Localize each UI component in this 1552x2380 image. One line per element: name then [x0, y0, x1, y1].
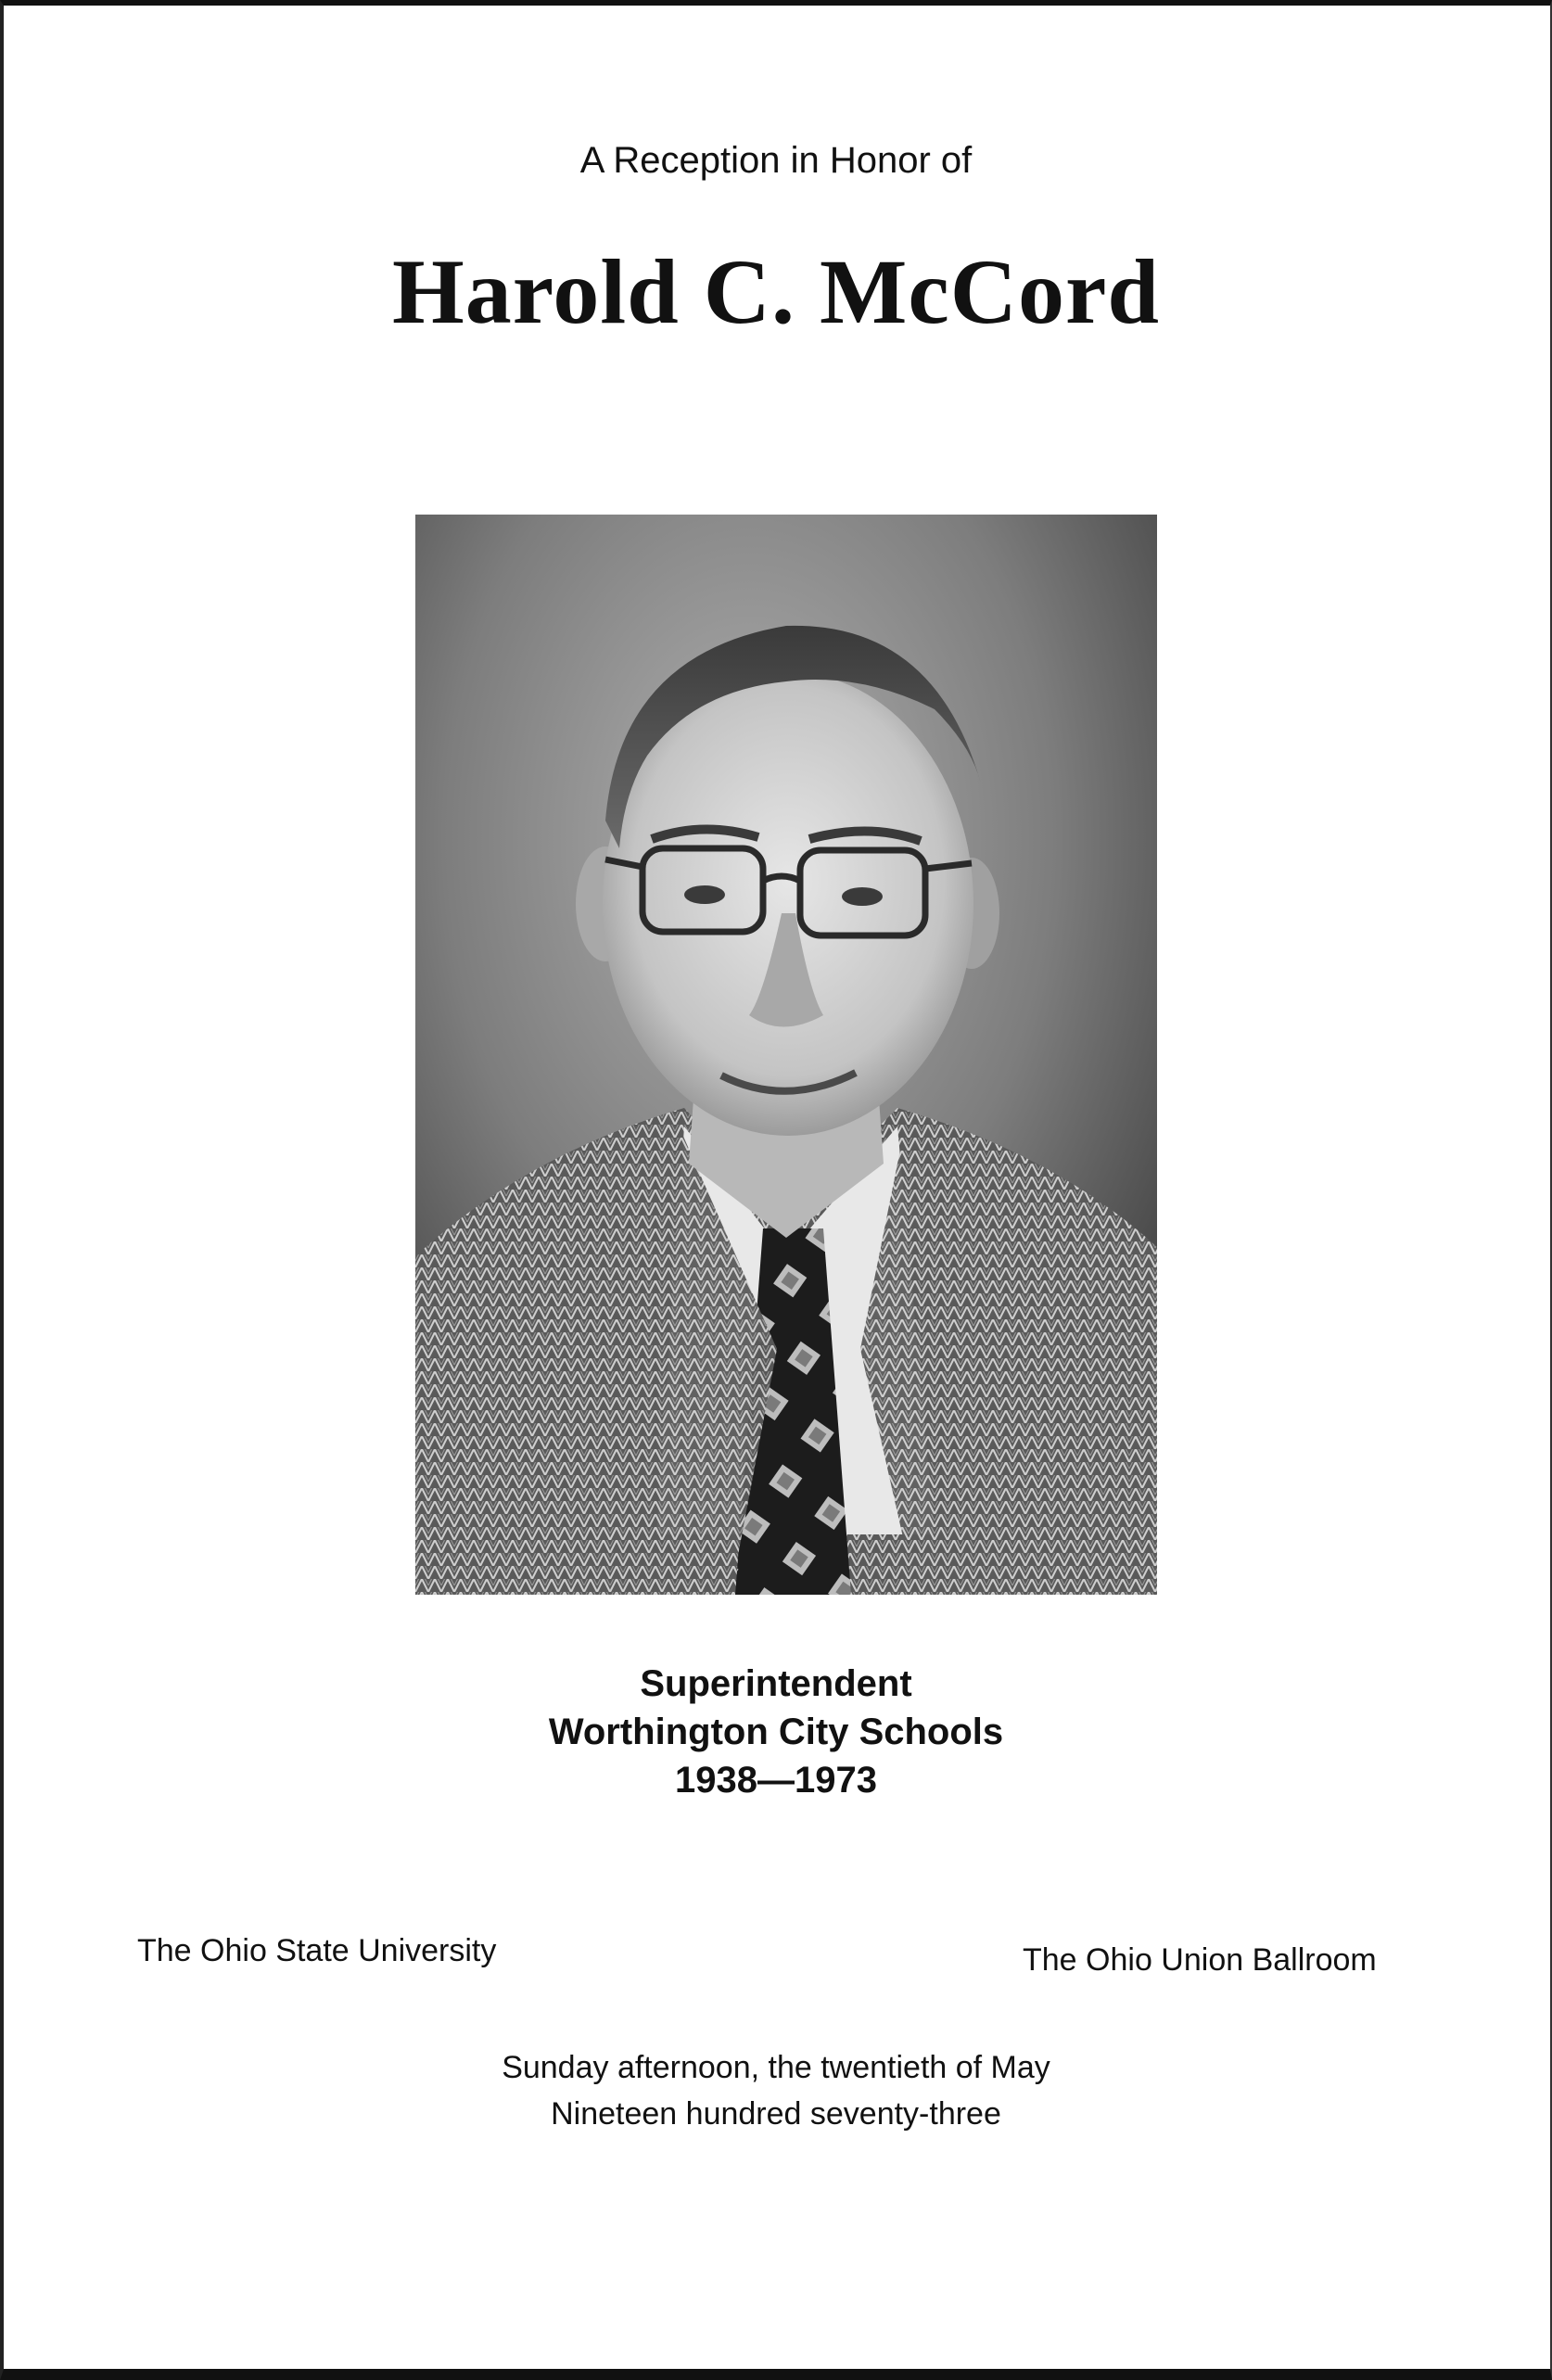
date-line-1: Sunday afternoon, the twentieth of May	[502, 2050, 1050, 2085]
face	[603, 672, 973, 1136]
venue-location: The Ohio Union Ballroom	[1023, 1942, 1377, 1978]
right-eye	[842, 887, 883, 906]
role-title: Superintendent	[640, 1663, 912, 1704]
honoree-name: Harold C. McCord	[392, 240, 1160, 343]
left-eye	[684, 885, 725, 904]
date-line-2: Nineteen hundred seventy-three	[551, 2096, 1001, 2132]
date-block	[0, 2044, 1552, 2137]
reception-subtitle: A Reception in Honor of	[579, 140, 973, 181]
service-years: 1938—1973	[675, 1760, 877, 1801]
portrait-photo	[415, 515, 1157, 1595]
caption-block	[0, 1660, 1552, 1804]
organization-name: Worthington City Schools	[548, 1712, 1004, 1752]
portrait-illustration	[415, 515, 1157, 1595]
host-institution: The Ohio State University	[137, 1933, 497, 1968]
